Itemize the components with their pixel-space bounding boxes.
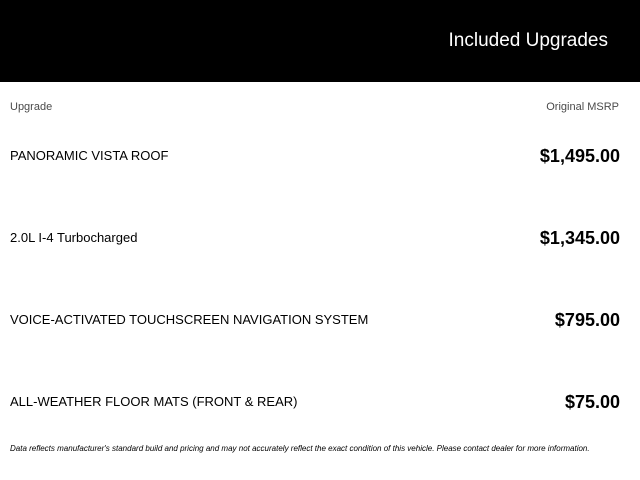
- upgrade-price: $75.00: [564, 392, 620, 412]
- list-item: [10, 142, 620, 170]
- upgrade-price: $1,345.00: [539, 228, 620, 248]
- header-bar: [0, 0, 640, 82]
- upgrade-price: $1,495.00: [539, 146, 620, 166]
- list-item: [10, 224, 620, 252]
- upgrade-price: $795.00: [554, 310, 620, 330]
- upgrade-name: ALL-WEATHER FLOOR MATS (FRONT & REAR): [10, 394, 298, 409]
- list-item: [10, 388, 620, 416]
- column-header-msrp: Original MSRP: [546, 101, 619, 113]
- upgrade-name: VOICE-ACTIVATED TOUCHSCREEN NAVIGATION SYSTEM: [10, 312, 369, 327]
- list-item: [10, 306, 620, 334]
- upgrade-name: PANORAMIC VISTA ROOF: [10, 148, 169, 163]
- disclaimer-text: Data reflects manufacturer's standard build and pricing and may not accurately reflect the exact condition of this vehicle. Please contact dealer for more information.: [10, 444, 590, 453]
- column-header-upgrade: Upgrade: [10, 101, 53, 113]
- column-headers: [10, 99, 619, 115]
- page-title: Included Upgrades: [448, 30, 608, 51]
- upgrade-name: 2.0L I-4 Turbocharged: [10, 230, 138, 245]
